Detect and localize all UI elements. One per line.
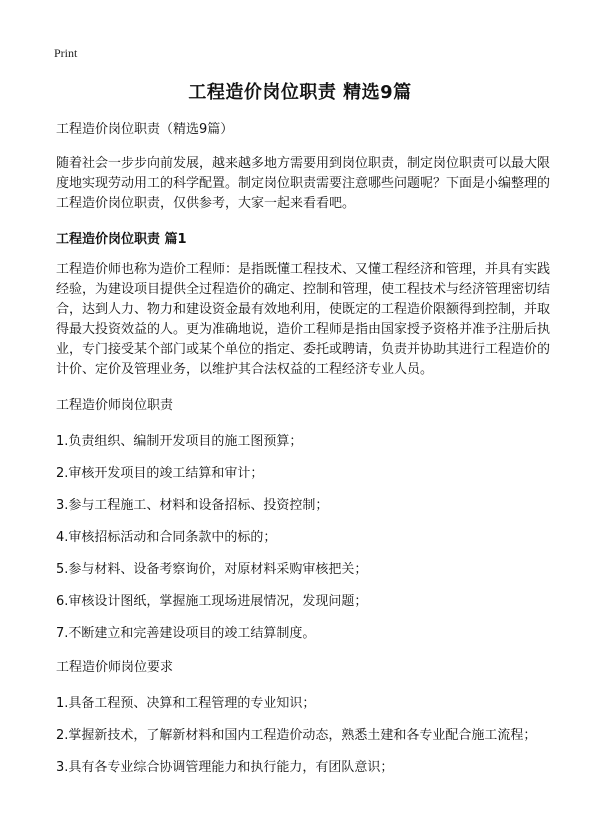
list-item: 4.审核招标活动和合同条款中的标的； <box>56 530 277 545</box>
section-paragraph: 工程造价师也称为造价工程师：是指既懂工程技术、又懂工程经济和管理，并具有实践经验，为建设项目提供全过程造价的确定、控制和管理，使工程技术与经济管理密切结合，达到人力、物力和建设资金最有效地利用，使既定的工程造价限额得到控制，并取得最大投资效益的人。更为准确地说，造价工程师是指由国家授予资格并准予注册后执业，专门接受某个部门或某个单位的指定、委托或聘请，负责并协助其进行工程造价的计价、定价及管理业务，以维护其合法权益的工程经济专业人员。 <box>56 262 551 377</box>
document-subtitle: 工程造价岗位职责（精选9篇） <box>56 122 234 137</box>
duties-heading: 工程造价师岗位职责 <box>56 398 174 413</box>
document-body <box>56 120 550 792</box>
duties-list <box>56 432 550 644</box>
list-item: 3.具有各专业综合协调管理能力和执行能力，有团队意识； <box>56 760 394 775</box>
list-item: 3.参与工程施工、材料和设备招标、投资控制； <box>56 498 329 513</box>
intro-paragraph: 随着社会一步步向前发展，越来越多地方需要用到岗位职责，制定岗位职责可以最大限度地实现劳动用工的科学配置。制定岗位职责需要注意哪些问题呢？下面是小编整理的工程造价岗位职责，仅供参考，大家一起来看看吧。 <box>56 156 551 211</box>
list-item: 7.不断建立和完善建设项目的竣工结算制度。 <box>56 626 316 641</box>
section-heading: 工程造价岗位职责 篇1 <box>56 232 187 247</box>
list-item: 2.审核开发项目的竣工结算和审计； <box>56 466 264 481</box>
list-item: 2.掌握新技术，了解新材料和国内工程造价动态，熟悉土建和各专业配合施工流程； <box>56 728 537 743</box>
list-item: 1.具备工程预、决算和工程管理的专业知识； <box>56 696 316 711</box>
document-title: 工程造价岗位职责 精选9篇 <box>188 82 412 103</box>
list-item: 6.审核设计图纸，掌握施工现场进展情况，发现问题； <box>56 594 368 609</box>
requirements-heading: 工程造价师岗位要求 <box>56 660 174 675</box>
list-item: 5.参与材料、设备考察询价，对原材料采购审核把关； <box>56 562 368 577</box>
print-label: Print <box>54 46 78 60</box>
requirements-list <box>56 694 550 778</box>
list-item: 1.负责组织、编制开发项目的施工图预算； <box>56 434 303 449</box>
